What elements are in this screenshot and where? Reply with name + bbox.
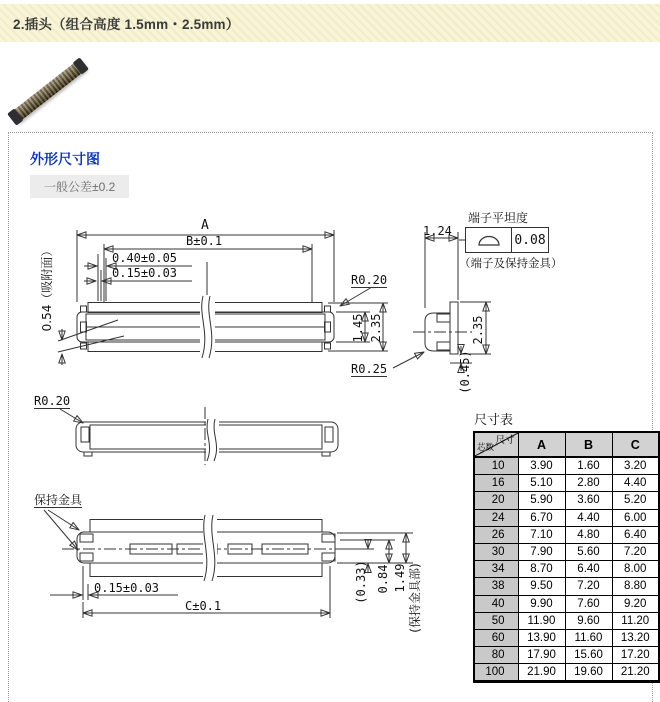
dim-c-cell: 8.00: [612, 561, 659, 578]
dim-235-side-label: 2.35: [471, 315, 485, 345]
pin-count-cell: 24: [474, 509, 518, 526]
table-header-row: [474, 432, 659, 457]
dim-b-cell: 19.60: [565, 664, 612, 682]
dim-a-cell: 7.90: [518, 543, 565, 560]
retention-fitting-part-label: (保持金具部): [408, 563, 422, 633]
table-row: [474, 475, 659, 492]
dim-c-cell: 4.40: [612, 475, 659, 492]
table-row: [474, 578, 659, 595]
page-title: 2.插头（组合高度 1.5mm・2.5mm）: [13, 17, 240, 32]
flatness-symbol-icon: [466, 228, 512, 252]
pin-count-cell: 10: [474, 457, 518, 475]
dim-235-front-label: 2.35: [369, 313, 383, 343]
dim-suction-face-label: 0.54（吸附面）: [40, 244, 54, 332]
radius-bottom-label: R0.25: [351, 362, 388, 376]
table-row: [474, 664, 659, 682]
pin-count-cell: 50: [474, 612, 518, 629]
flatness-note: （端子及保持金具）: [459, 256, 563, 270]
dim-124-label: 1.24: [423, 224, 452, 238]
pin-count-cell: 40: [474, 595, 518, 612]
dim-c-cell: 6.40: [612, 526, 659, 543]
dim-c-cell: 17.20: [612, 647, 659, 664]
dim-033-label: (0.33): [354, 560, 368, 604]
dimension-table: [473, 431, 660, 683]
dim-c-cell: 8.80: [612, 578, 659, 595]
table-row: [474, 526, 659, 543]
dim-b-cell: 7.20: [565, 578, 612, 595]
pin-count-cell: 80: [474, 647, 518, 664]
dim-a-cell: 6.70: [518, 509, 565, 526]
dim-pin-width-label: 0.40±0.05: [112, 251, 178, 265]
dim-c-cell: 21.20: [612, 664, 659, 682]
general-tolerance-badge: 一般公差±0.2: [30, 175, 129, 198]
table-row: [474, 492, 659, 509]
dim-c-cell: 9.20: [612, 595, 659, 612]
dim-a-cell: 5.90: [518, 492, 565, 509]
connector-end-cap: [73, 57, 89, 74]
dim-b-cell: 2.80: [565, 475, 612, 492]
table-row: [474, 647, 659, 664]
dim-a-cell: 7.10: [518, 526, 565, 543]
dim-c-cell: 13.20: [612, 629, 659, 646]
product-photo: [10, 58, 86, 126]
radius-top-label: R0.20: [351, 273, 388, 287]
flatness-title: 端子平坦度: [468, 211, 529, 225]
plan-view-drawing: [60, 407, 338, 465]
pin-count-cell: 100: [474, 664, 518, 682]
dim-b-cell: 11.60: [565, 629, 612, 646]
dim-pin-offset-label: 0.15±0.03: [112, 266, 178, 280]
pin-count-cell: 60: [474, 629, 518, 646]
dim-a-cell: 9.50: [518, 578, 565, 595]
flatness-callout-box: [465, 227, 549, 253]
dim-c-label: C±0.1: [185, 599, 222, 613]
col-header-c: C: [612, 432, 659, 457]
dim-a-cell: 17.90: [518, 647, 565, 664]
drawing-section-title: 外形尺寸图: [30, 151, 100, 167]
dim-b-cell: 7.60: [565, 595, 612, 612]
dim-b-cell: 6.40: [565, 561, 612, 578]
pin-count-cell: 26: [474, 526, 518, 543]
dim-145-label: 1.45: [351, 313, 365, 343]
dim-b-cell: 1.60: [565, 457, 612, 475]
corner-label-pincount: 芯数: [477, 443, 495, 453]
pin-count-cell: 30: [474, 543, 518, 560]
dim-c-cell: 3.20: [612, 457, 659, 475]
dim-b-cell: 15.60: [565, 647, 612, 664]
dim-b-cell: 9.60: [565, 612, 612, 629]
section-header-bar: [0, 4, 660, 42]
dim-b-cell: 4.40: [565, 509, 612, 526]
table-corner-cell: [474, 432, 518, 457]
dim-offset-bottom-label: 0.15±0.03: [94, 581, 160, 595]
dim-b-label: B±0.1: [186, 234, 223, 248]
connector-end-cap: [7, 108, 23, 125]
dim-c-cell: 5.20: [612, 492, 659, 509]
dim-c-cell: 7.20: [612, 543, 659, 560]
table-row: [474, 595, 659, 612]
table-row: [474, 543, 659, 560]
dim-a-cell: 8.70: [518, 561, 565, 578]
table-row: [474, 612, 659, 629]
dim-b-cell: 5.60: [565, 543, 612, 560]
dim-a-cell: 3.90: [518, 457, 565, 475]
dim-a-cell: 13.90: [518, 629, 565, 646]
pin-count-cell: 34: [474, 561, 518, 578]
table-row: [474, 457, 659, 475]
col-header-b: B: [565, 432, 612, 457]
pin-count-cell: 38: [474, 578, 518, 595]
pin-count-cell: 20: [474, 492, 518, 509]
dim-a-cell: 11.90: [518, 612, 565, 629]
dim-a-cell: 21.90: [518, 664, 565, 682]
dim-b-cell: 3.60: [565, 492, 612, 509]
col-header-a: A: [518, 432, 565, 457]
dim-c-cell: 6.00: [612, 509, 659, 526]
radius-plan-label: R0.20: [34, 394, 71, 408]
dim-084-label: 0.84: [376, 564, 390, 594]
dim-c-cell: 11.20: [612, 612, 659, 629]
dim-b-cell: 4.80: [565, 526, 612, 543]
dim-045-label: (0.45): [458, 350, 472, 394]
table-row: [474, 509, 659, 526]
dim-a-cell: 9.90: [518, 595, 565, 612]
flatness-value: 0.08: [514, 232, 546, 248]
retention-fitting-label: 保持金具: [34, 493, 83, 507]
dim-a-label: A: [201, 218, 209, 233]
dim-a-cell: 5.10: [518, 475, 565, 492]
table-title: 尺寸表: [474, 413, 514, 428]
pin-count-cell: 16: [474, 475, 518, 492]
corner-label-dimension: 尺寸: [495, 435, 515, 446]
table-row: [474, 561, 659, 578]
dim-149-label: 1.49: [393, 563, 407, 593]
table-row: [474, 629, 659, 646]
connector-image: [9, 59, 86, 123]
